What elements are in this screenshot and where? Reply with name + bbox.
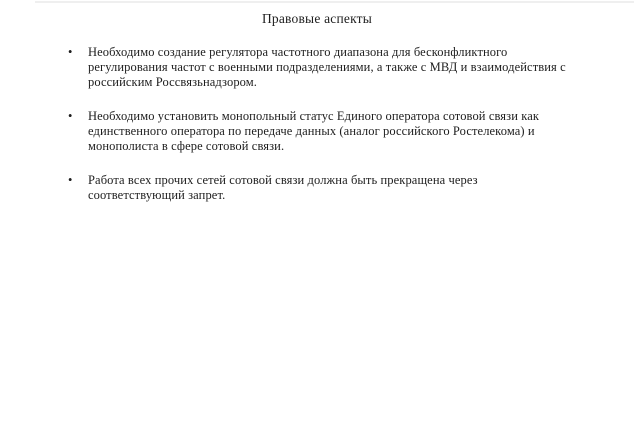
bullet-list [0, 45, 634, 203]
bullet-icon: • [68, 173, 73, 187]
scan-artifact-line [35, 1, 634, 3]
list-item [68, 45, 634, 90]
page-title: Правовые аспекты [261, 11, 373, 26]
list-item [68, 109, 634, 154]
bullet-icon: • [68, 109, 73, 123]
bullet-text-regulator: Необходимо создание регулятора частотного диапазона для бесконфликтного регулирования частот с военными подразделениями, а также с МВД и взаимодействия с российским Россвязьнадзором. [88, 45, 566, 89]
bullet-text-network-ban: Работа всех прочих сетей сотовой связи должна быть прекращена через соответствующий запрет. [88, 173, 478, 202]
list-item [68, 173, 634, 203]
bullet-text-monopoly-status: Необходимо установить монопольный статус Единого оператора сотовой связи как единственного оператора по передаче данных (аналог российского Ростелекома) и монополиста в сфере сотовой связи. [88, 109, 540, 153]
bullet-icon: • [68, 45, 73, 59]
